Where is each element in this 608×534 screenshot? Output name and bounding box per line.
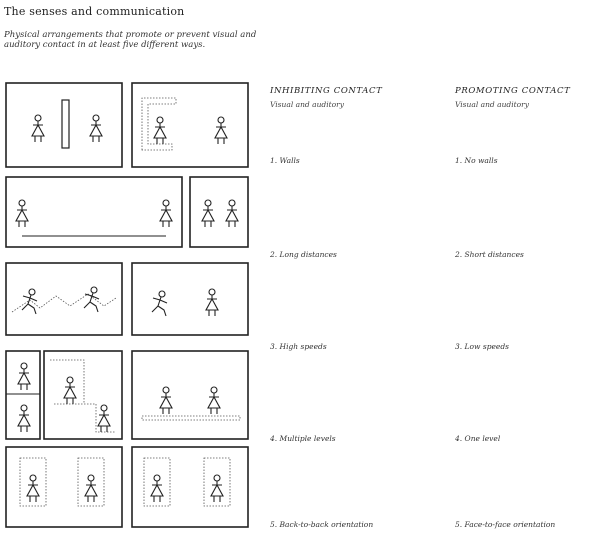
column-heading-promoting-title: PROMOTING CONTACT [455, 86, 571, 96]
figure-short-distances [190, 177, 248, 247]
item-promote-5: 5. Face-to-face orientation [455, 520, 556, 529]
item-inhibit-5: 5. Back-to-back orientation [270, 520, 374, 529]
figure-long-distances [6, 177, 182, 247]
figure-one-level [132, 351, 248, 439]
item-inhibit-2: 2. Long distances [270, 250, 337, 259]
item-inhibit-3: 3. High speeds [270, 342, 327, 351]
item-inhibit-1: 1. Walls [270, 156, 300, 165]
figure-face-to-face [132, 447, 248, 527]
figure-no-walls [132, 83, 248, 167]
figure-back-to-back [6, 447, 122, 527]
item-promote-2: 2. Short distances [455, 250, 524, 259]
figure-multiple-levels [6, 351, 122, 439]
item-promote-4: 4. One level [455, 434, 501, 443]
page-title: The senses and communication [4, 5, 185, 18]
intro-text: Physical arrangements that promote or prevent visual and auditory contact in at least five different ways. [4, 30, 257, 50]
figure-walls [6, 83, 122, 167]
item-promote-3: 3. Low speeds [455, 342, 510, 351]
column-heading-inhibiting-title: INHIBITING CONTACT [270, 86, 383, 96]
item-inhibit-4: 4. Multiple levels [270, 434, 336, 443]
column-heading-promoting-subtitle: Visual and auditory [455, 100, 529, 109]
figure-low-speeds [132, 263, 248, 335]
column-heading-inhibiting-subtitle: Visual and auditory [270, 100, 344, 109]
item-promote-1: 1. No walls [455, 156, 498, 165]
figure-high-speeds [6, 263, 122, 335]
